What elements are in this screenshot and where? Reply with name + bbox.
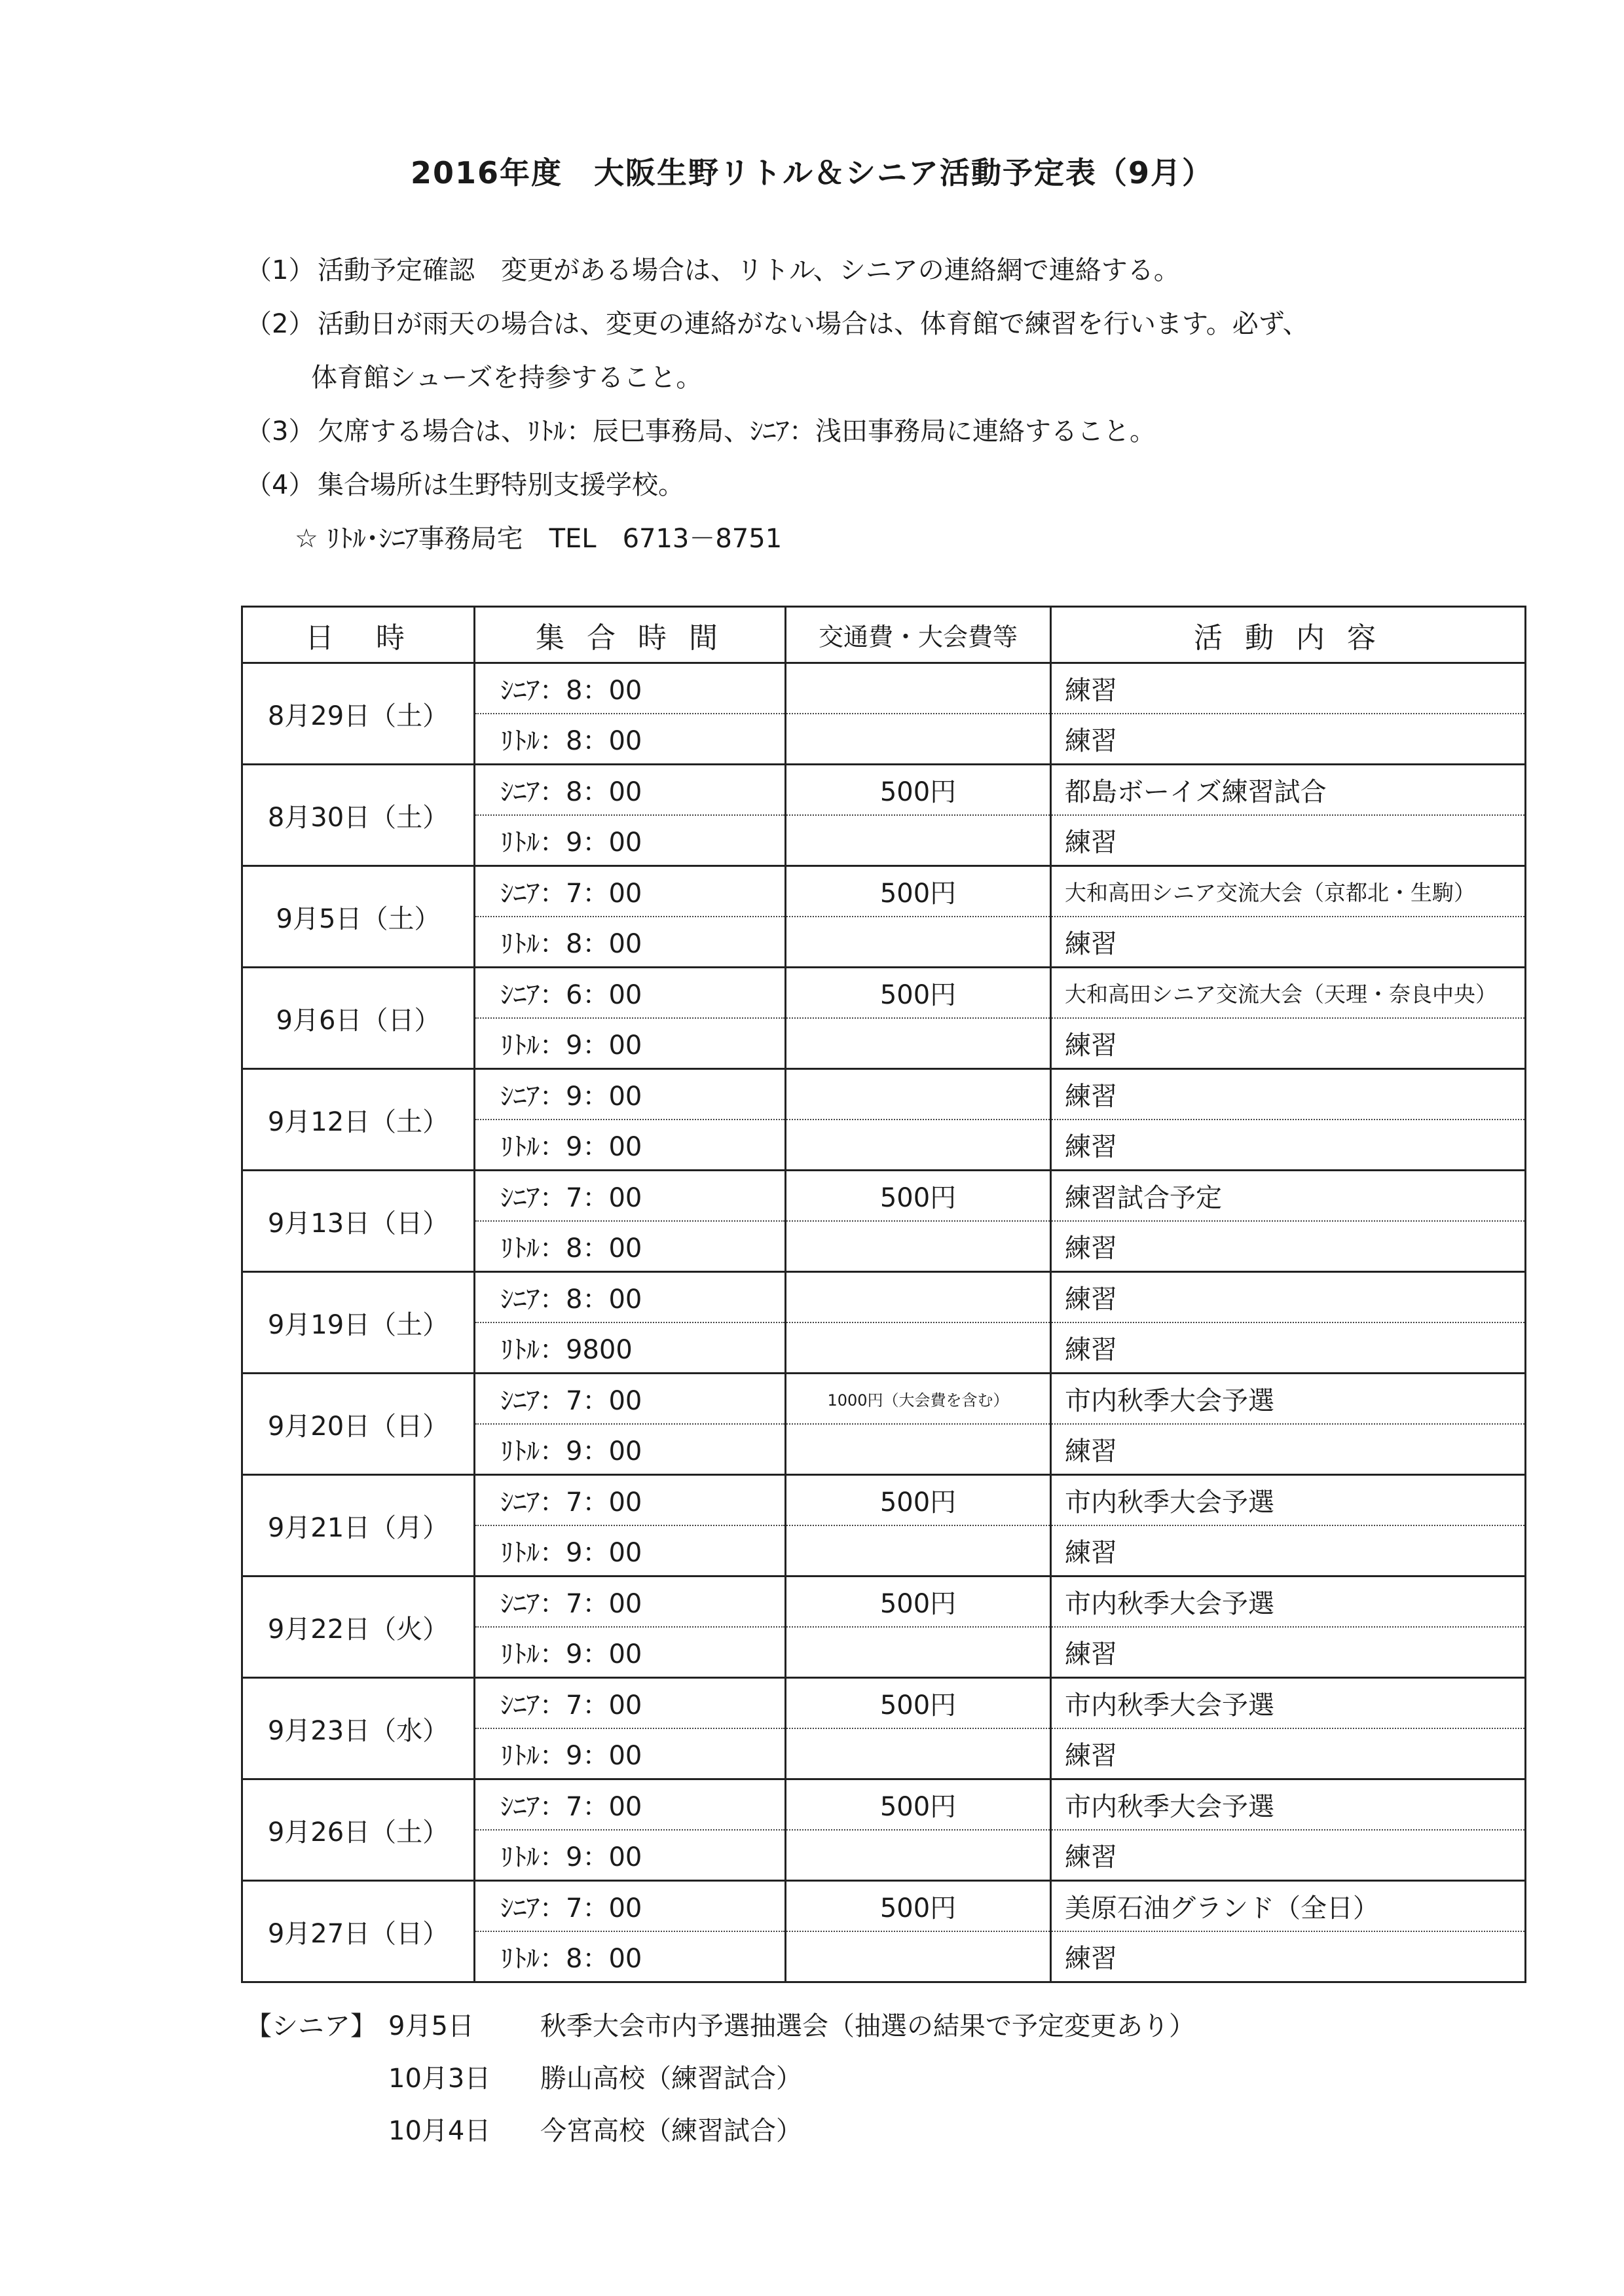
little-time: ﾘﾄﾙ：8：00 xyxy=(475,917,786,968)
row-date: 9月20日（日） xyxy=(242,1374,475,1475)
little-fee xyxy=(786,1120,1051,1171)
senior-fee: 500円 xyxy=(786,765,1051,816)
note-text: 活動予定確認 変更がある場合は、リトル、シニアの連絡網で連絡する。 xyxy=(318,255,1180,285)
senior-notes xyxy=(246,2000,1195,2157)
table-row-senior xyxy=(242,1069,1526,1120)
senior-time: ｼﾆｱ：6：00 xyxy=(475,968,786,1019)
senior-activity: 市内秋季大会予選 xyxy=(1051,1374,1526,1425)
little-activity: 練習 xyxy=(1051,1627,1526,1678)
senior-time: ｼﾆｱ：7：00 xyxy=(475,1779,786,1831)
little-activity: 練習 xyxy=(1051,917,1526,968)
senior-activity: 市内秋季大会予選 xyxy=(1051,1779,1526,1831)
table-row-senior xyxy=(242,866,1526,917)
table-row-senior xyxy=(242,1272,1526,1323)
little-activity: 練習 xyxy=(1051,1830,1526,1881)
little-fee xyxy=(786,1830,1051,1881)
note-item xyxy=(246,297,1529,351)
little-fee xyxy=(786,1627,1051,1678)
little-activity: 練習 xyxy=(1051,1120,1526,1171)
row-date: 9月6日（日） xyxy=(242,968,475,1069)
senior-note-item xyxy=(246,2105,1195,2157)
senior-note-date: 9月5日 xyxy=(388,2011,474,2041)
senior-activity: 大和高田シニア交流大会（京都北・生駒） xyxy=(1051,866,1526,917)
little-activity: 練習 xyxy=(1051,1018,1526,1069)
senior-note-text: 勝山高校（練習試合） xyxy=(540,2064,802,2094)
senior-tag: 【シニア】 xyxy=(246,2011,377,2041)
senior-time: ｼﾆｱ：7：00 xyxy=(475,1576,786,1628)
senior-activity: 練習 xyxy=(1051,663,1526,714)
little-time: ﾘﾄﾙ：9：00 xyxy=(475,1830,786,1881)
little-time: ﾘﾄﾙ：9：00 xyxy=(475,1018,786,1069)
senior-fee: 500円 xyxy=(786,1678,1051,1729)
little-fee xyxy=(786,917,1051,968)
schedule-body xyxy=(242,663,1526,1982)
row-date: 9月22日（火） xyxy=(242,1576,475,1678)
note-item-continued xyxy=(246,351,1529,405)
senior-time: ｼﾆｱ：8：00 xyxy=(475,1272,786,1323)
table-row-senior xyxy=(242,1374,1526,1425)
little-time: ﾘﾄﾙ：8：00 xyxy=(475,714,786,765)
little-fee xyxy=(786,1221,1051,1272)
table-row-senior xyxy=(242,1576,1526,1628)
header-date: 日 時 xyxy=(242,607,475,663)
little-time: ﾘﾄﾙ：9：00 xyxy=(475,1627,786,1678)
senior-time: ｼﾆｱ：7：00 xyxy=(475,1171,786,1222)
senior-time: ｼﾆｱ：7：00 xyxy=(475,1374,786,1425)
little-activity: 練習 xyxy=(1051,1221,1526,1272)
senior-time: ｼﾆｱ：8：00 xyxy=(475,765,786,816)
little-fee xyxy=(786,1525,1051,1576)
senior-activity: 市内秋季大会予選 xyxy=(1051,1678,1526,1729)
senior-fee: 500円 xyxy=(786,1779,1051,1831)
row-date: 8月29日（土） xyxy=(242,663,475,765)
little-fee xyxy=(786,1322,1051,1374)
senior-activity: 練習 xyxy=(1051,1069,1526,1120)
little-fee xyxy=(786,1424,1051,1475)
row-date: 9月26日（土） xyxy=(242,1779,475,1881)
senior-activity: 市内秋季大会予選 xyxy=(1051,1475,1526,1526)
senior-activity: 美原石油グランド（全日） xyxy=(1051,1881,1526,1932)
senior-note-item xyxy=(246,2052,1195,2105)
senior-fee: 500円 xyxy=(786,968,1051,1019)
little-time: ﾘﾄﾙ：8：00 xyxy=(475,1931,786,1982)
little-fee xyxy=(786,1931,1051,1982)
senior-activity: 都島ボーイズ練習試合 xyxy=(1051,765,1526,816)
note-number: （4） xyxy=(246,470,315,500)
little-activity: 練習 xyxy=(1051,1931,1526,1982)
note-item xyxy=(246,244,1529,297)
table-row-senior xyxy=(242,1881,1526,1932)
page-title: 2016年度 大阪生野リトル＆シニア活動予定表（9月） xyxy=(410,155,1214,191)
little-time: ﾘﾄﾙ：9800 xyxy=(475,1322,786,1374)
note-item xyxy=(246,405,1529,458)
senior-fee xyxy=(786,1272,1051,1323)
header-meeting-time: 集 合 時 間 xyxy=(475,607,786,663)
little-activity: 練習 xyxy=(1051,1322,1526,1374)
senior-fee: 500円 xyxy=(786,1171,1051,1222)
senior-time: ｼﾆｱ：8：00 xyxy=(475,663,786,714)
little-time: ﾘﾄﾙ：8：00 xyxy=(475,1221,786,1272)
table-row-senior xyxy=(242,968,1526,1019)
senior-activity: 練習試合予定 xyxy=(1051,1171,1526,1222)
senior-fee: 500円 xyxy=(786,1881,1051,1932)
senior-fee xyxy=(786,663,1051,714)
table-row-senior xyxy=(242,1475,1526,1526)
row-date: 9月27日（日） xyxy=(242,1881,475,1982)
note-text: 活動日が雨天の場合は、変更の連絡がない場合は、体育館で練習を行います。必ず、 xyxy=(318,309,1309,339)
senior-fee: 500円 xyxy=(786,1475,1051,1526)
row-date: 9月19日（土） xyxy=(242,1272,475,1374)
row-date: 9月23日（水） xyxy=(242,1678,475,1779)
senior-activity: 大和高田シニア交流大会（天理・奈良中央） xyxy=(1051,968,1526,1019)
senior-activity: 練習 xyxy=(1051,1272,1526,1323)
note-number: （1） xyxy=(246,255,315,285)
note-text: 欠席する場合は、ﾘﾄﾙ：辰巳事務局、ｼﾆｱ：浅田事務局に連絡すること。 xyxy=(318,416,1156,446)
note-item xyxy=(246,458,1529,512)
little-time: ﾘﾄﾙ：9：00 xyxy=(475,815,786,866)
table-row-senior xyxy=(242,663,1526,714)
little-time: ﾘﾄﾙ：9：00 xyxy=(475,1120,786,1171)
senior-note-date: 10月4日 xyxy=(388,2116,491,2146)
little-time: ﾘﾄﾙ：9：00 xyxy=(475,1728,786,1779)
notes-list xyxy=(246,244,1529,566)
note-text: 体育館シューズを持参すること。 xyxy=(311,363,703,393)
row-date: 9月5日（土） xyxy=(242,866,475,968)
senior-time: ｼﾆｱ：7：00 xyxy=(475,1678,786,1729)
row-date: 8月30日（土） xyxy=(242,765,475,866)
senior-time: ｼﾆｱ：7：00 xyxy=(475,866,786,917)
senior-fee xyxy=(786,1069,1051,1120)
little-fee xyxy=(786,1728,1051,1779)
contact-line: ☆ ﾘﾄﾙ･ｼﾆｱ事務局宅 TEL 6713－8751 xyxy=(295,524,783,554)
senior-fee: 1000円（大会費を含む） xyxy=(786,1374,1051,1425)
senior-note-text: 秋季大会市内予選抽選会（抽選の結果で予定変更あり） xyxy=(540,2011,1195,2041)
note-number: （2） xyxy=(246,309,315,339)
note-text: 集合場所は生野特別支援学校。 xyxy=(318,470,684,500)
little-fee xyxy=(786,815,1051,866)
senior-fee: 500円 xyxy=(786,866,1051,917)
header-activity: 活 動 内 容 xyxy=(1051,607,1526,663)
table-row-senior xyxy=(242,1171,1526,1222)
note-number: （3） xyxy=(246,416,315,446)
senior-activity: 市内秋季大会予選 xyxy=(1051,1576,1526,1628)
little-activity: 練習 xyxy=(1051,1525,1526,1576)
row-date: 9月12日（土） xyxy=(242,1069,475,1171)
senior-time: ｼﾆｱ：7：00 xyxy=(475,1475,786,1526)
senior-fee: 500円 xyxy=(786,1576,1051,1628)
little-time: ﾘﾄﾙ：9：00 xyxy=(475,1424,786,1475)
row-date: 9月21日（月） xyxy=(242,1475,475,1576)
header-fee: 交通費・大会費等 xyxy=(786,607,1051,663)
table-header-row xyxy=(242,607,1526,663)
senior-note-text: 今宮高校（練習試合） xyxy=(540,2116,802,2146)
little-activity: 練習 xyxy=(1051,714,1526,765)
schedule-table xyxy=(241,606,1526,1983)
senior-note-date: 10月3日 xyxy=(388,2064,491,2094)
senior-note-item xyxy=(246,2000,1195,2052)
table-row-senior xyxy=(242,1779,1526,1831)
little-fee xyxy=(786,1018,1051,1069)
senior-time: ｼﾆｱ：9：00 xyxy=(475,1069,786,1120)
little-activity: 練習 xyxy=(1051,1424,1526,1475)
little-activity: 練習 xyxy=(1051,815,1526,866)
row-date: 9月13日（日） xyxy=(242,1171,475,1272)
senior-time: ｼﾆｱ：7：00 xyxy=(475,1881,786,1932)
little-activity: 練習 xyxy=(1051,1728,1526,1779)
table-row-senior xyxy=(242,1678,1526,1729)
little-fee xyxy=(786,714,1051,765)
table-row-senior xyxy=(242,765,1526,816)
little-time: ﾘﾄﾙ：9：00 xyxy=(475,1525,786,1576)
